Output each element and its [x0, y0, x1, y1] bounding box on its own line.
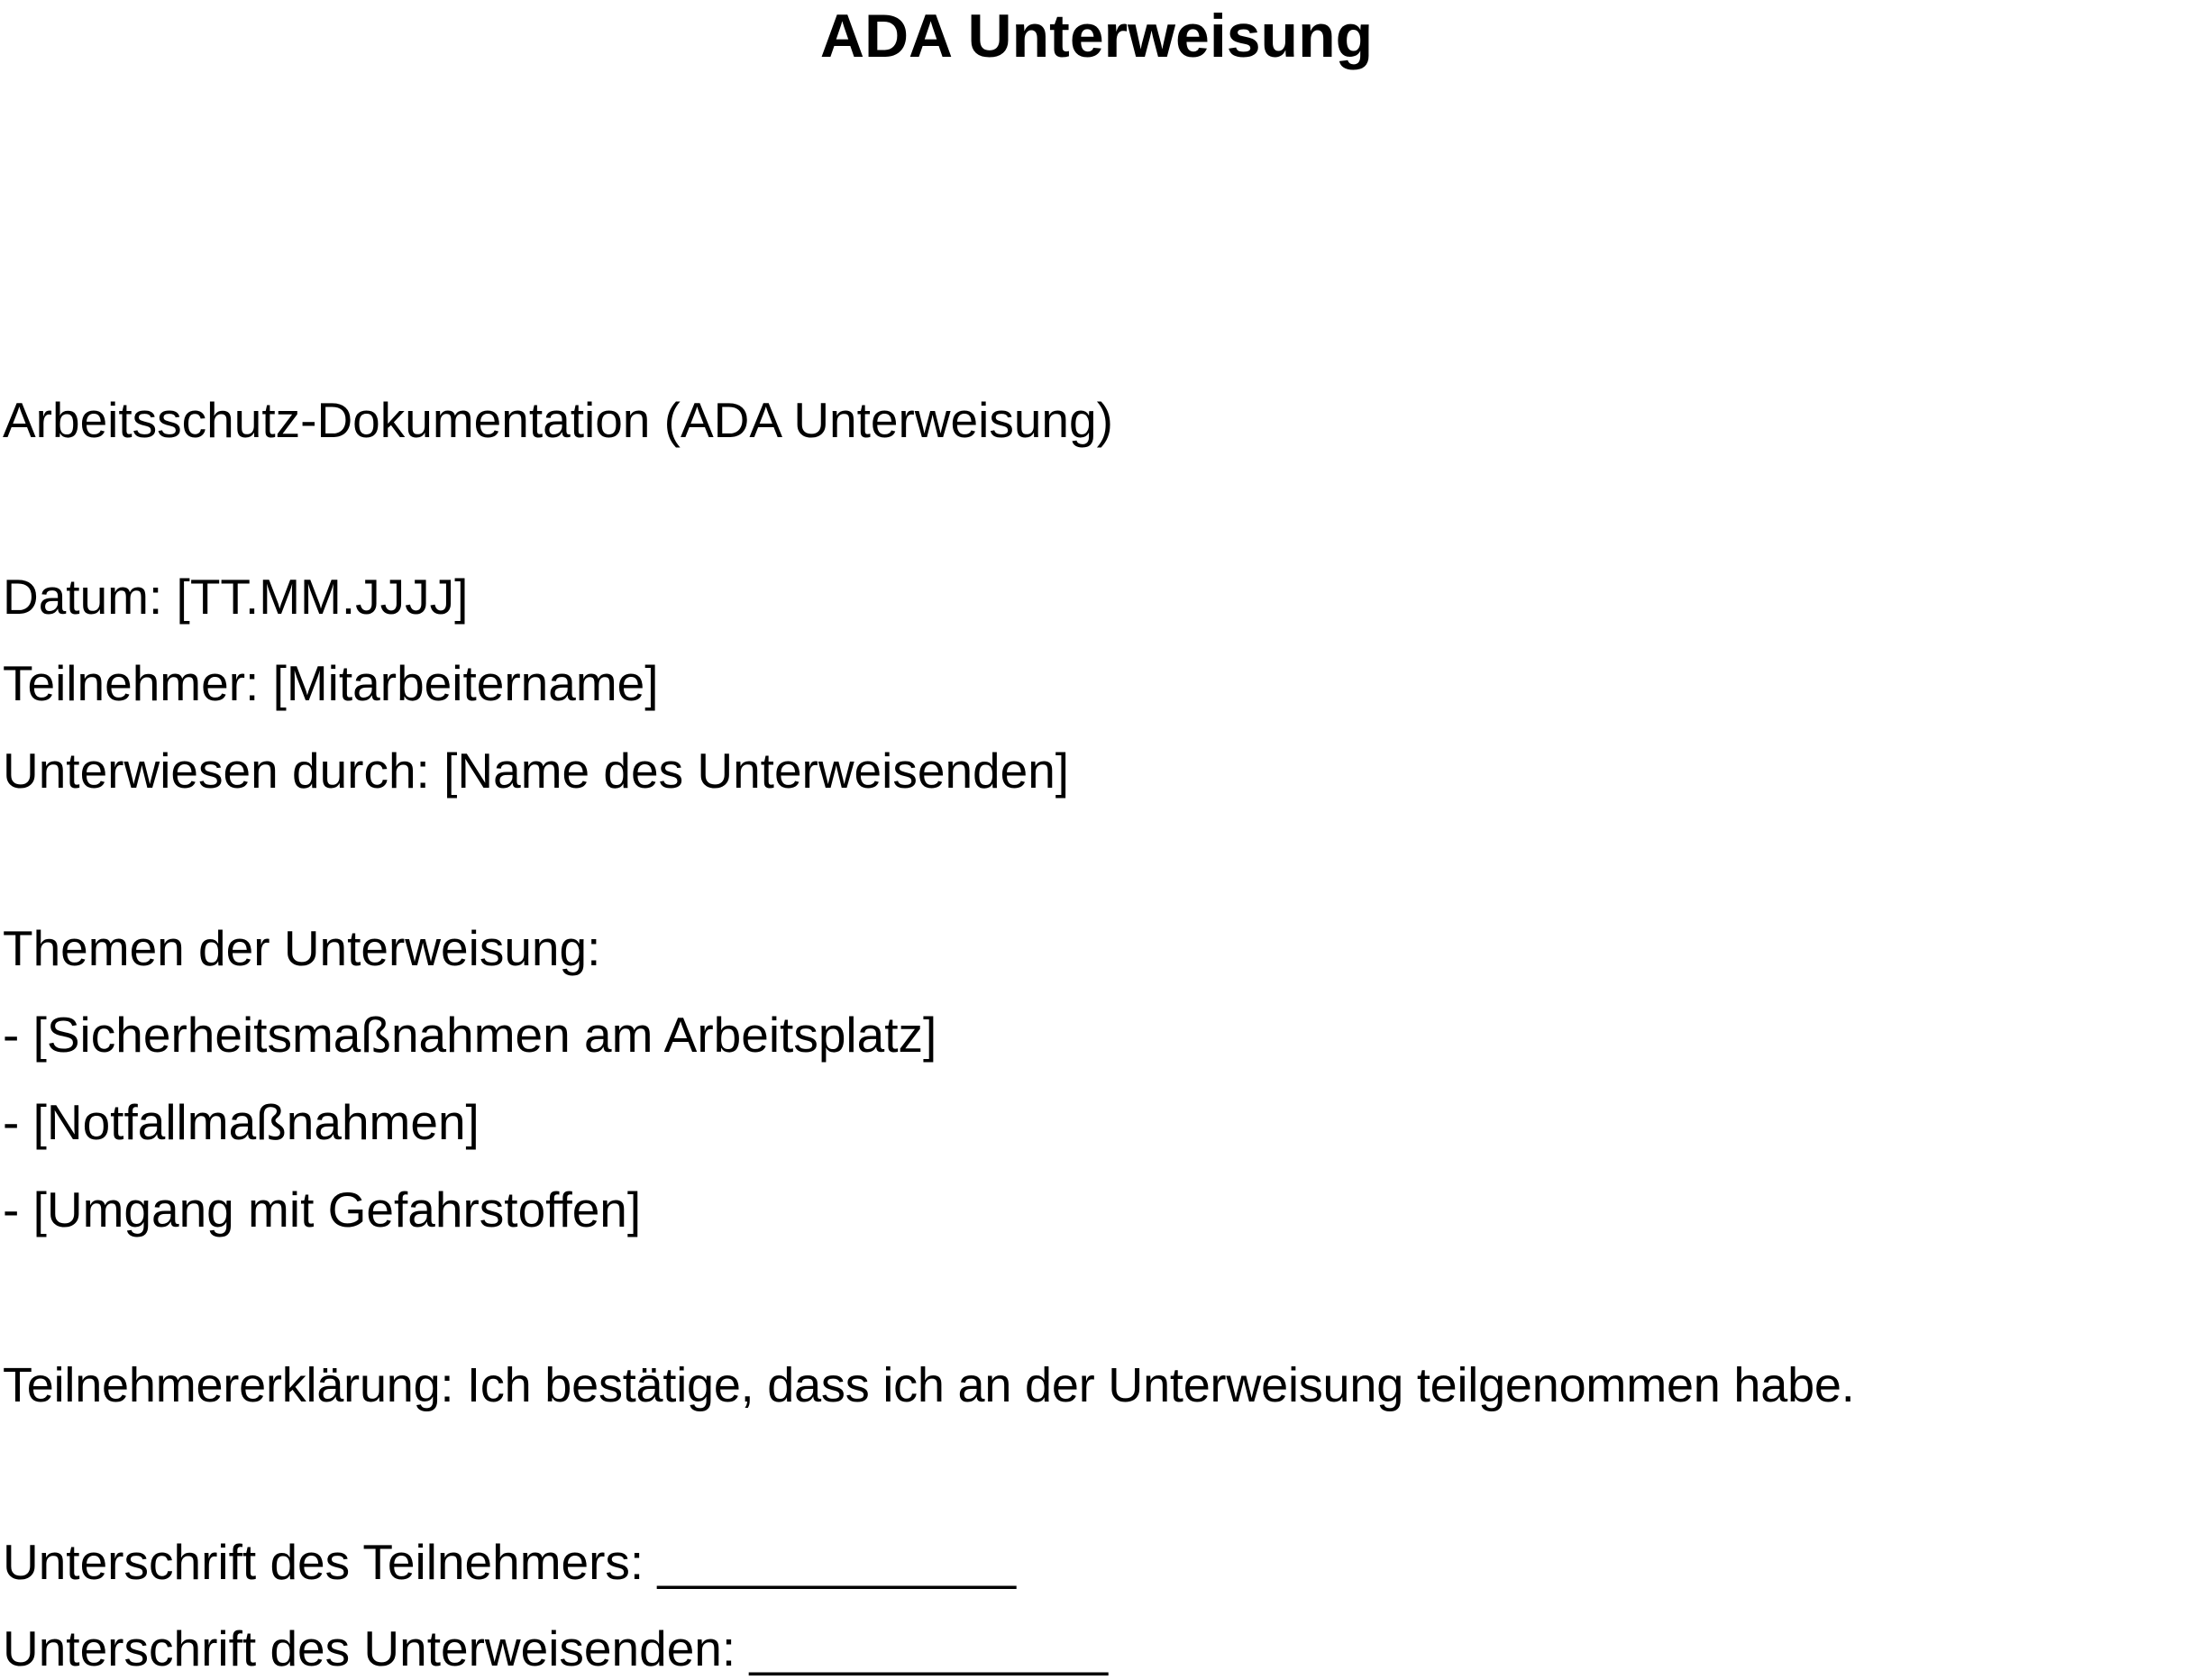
instructor-line: Unterwiesen durch: [Name des Unterweisenden]: [3, 743, 1070, 799]
topic-item: - [Notfallmaßnahmen]: [3, 1094, 480, 1150]
signature-participant-line: Unterschrift des Teilnehmers: _____________: [3, 1534, 1017, 1590]
participant-declaration: Teilnehmererklärung: Ich bestätige, dass ich an der Unterweisung teilgenommen habe.: [3, 1358, 1855, 1412]
topics-heading: Themen der Unterweisung:: [3, 920, 601, 976]
document-title: ADA Unterweisung: [819, 2, 1374, 70]
document-subtitle: Arbeitsschutz-Dokumentation (ADA Unterweisung): [3, 392, 1113, 448]
topic-item: - [Sicherheitsmaßnahmen am Arbeitsplatz]: [3, 1007, 937, 1063]
signature-instructor-line: Unterschrift des Unterweisenden: _____________: [3, 1621, 1109, 1676]
date-line: Datum: [TT.MM.JJJJ]: [3, 569, 469, 625]
participant-line: Teilnehmer: [Mitarbeitername]: [3, 655, 659, 711]
topic-item: - [Umgang mit Gefahrstoffen]: [3, 1182, 642, 1237]
